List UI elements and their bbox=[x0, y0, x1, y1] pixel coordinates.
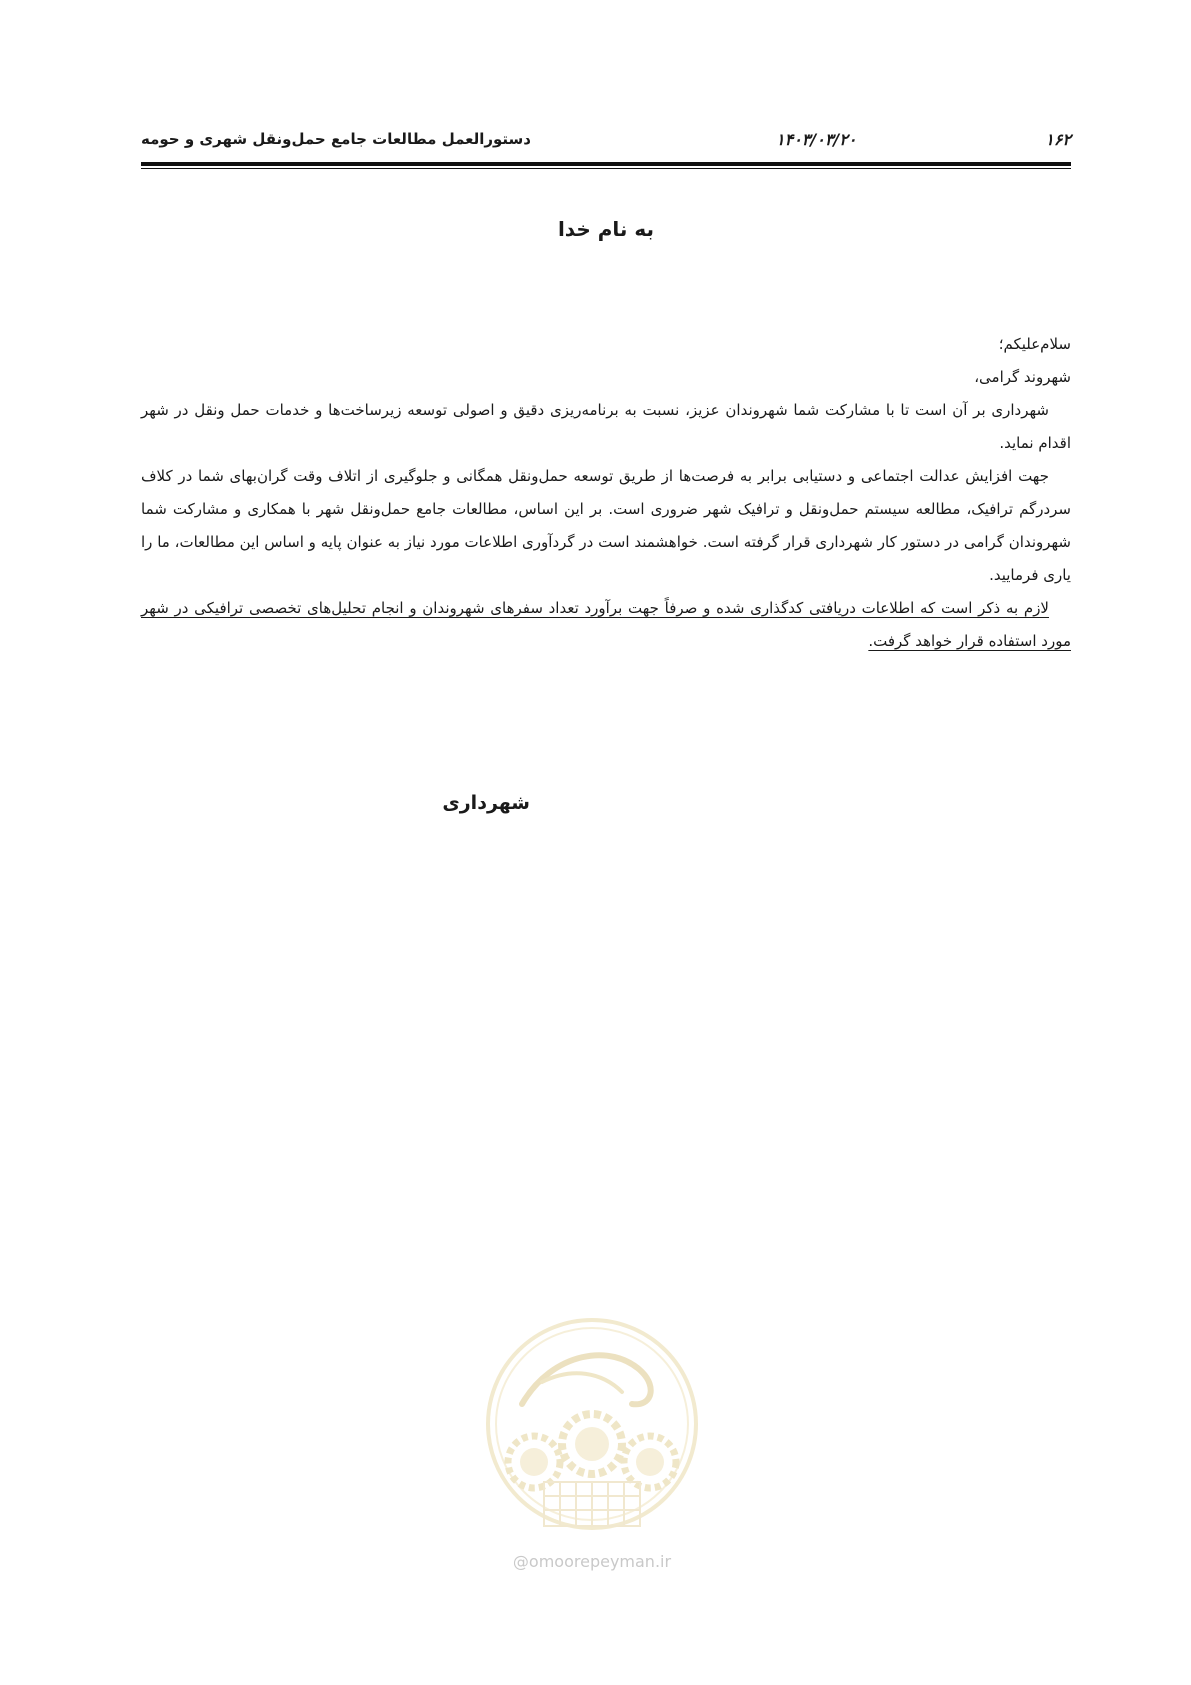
signature: شهرداری bbox=[442, 792, 530, 814]
header-rule-thick bbox=[141, 162, 1071, 166]
paragraph-3-text: لازم به ذکر است که اطلاعات دریافتی کدگذاری شده و صرفاً جهت برآورد تعداد سفرهای شهروندان و انجام تحلیل‌های تخصصی ترافیکی در شهر مورد استفاده قرار خواهد گرفت. bbox=[141, 599, 1071, 650]
page-header bbox=[141, 128, 1071, 150]
page-number: ۱۶۲ bbox=[1045, 130, 1071, 149]
greeting-line: سلام‌علیکم؛ bbox=[998, 335, 1071, 353]
letter-body bbox=[141, 328, 1071, 658]
watermark-url: @omoorepeyman.ir bbox=[512, 1552, 672, 1571]
paragraph-1: شهرداری بر آن است تا با مشارکت شما شهروندان عزیز، نسبت به برنامه‌ریزی دقیق و اصولی توسعه زیرساخت‌ها و خدمات حمل ونقل در شهر اقدام نماید. bbox=[141, 401, 1071, 452]
paragraph-2: جهت افزایش عدالت اجتماعی و دستیابی برابر به فرصت‌ها از طریق توسعه حمل‌ونقل همگانی و جلوگیری از اتلاف وقت گران‌بهای شما در کلاف سردرگم ترافیک، مطالعه سیستم حمل‌ونقل و ترافیک شهر ضروری است. بر این اساس، مطالعات جامع حمل‌ونقل شهر با همکاری و مشارکت شما شهروندان گرامی در دستور کار شهرداری قرار گرفته است. خواهشمند است در گردآوری اطلاعات مورد نیاز به عنوان پایه و اساس این مطالعات، ما را یاری فرمایید. bbox=[141, 467, 1071, 584]
salutation-line: شهروند گرامی، bbox=[974, 368, 1071, 386]
header-date: ۱۴۰۳/۰۳/۲۰ bbox=[776, 130, 857, 149]
basmala-heading: به نام خدا bbox=[557, 217, 655, 241]
header-title: دستورالعمل مطالعات جامع حمل‌ونقل شهری و حومه bbox=[141, 130, 531, 148]
paragraph-3 bbox=[141, 592, 1071, 658]
watermark-logo bbox=[482, 1312, 702, 1544]
header-rule-thin bbox=[141, 168, 1071, 169]
